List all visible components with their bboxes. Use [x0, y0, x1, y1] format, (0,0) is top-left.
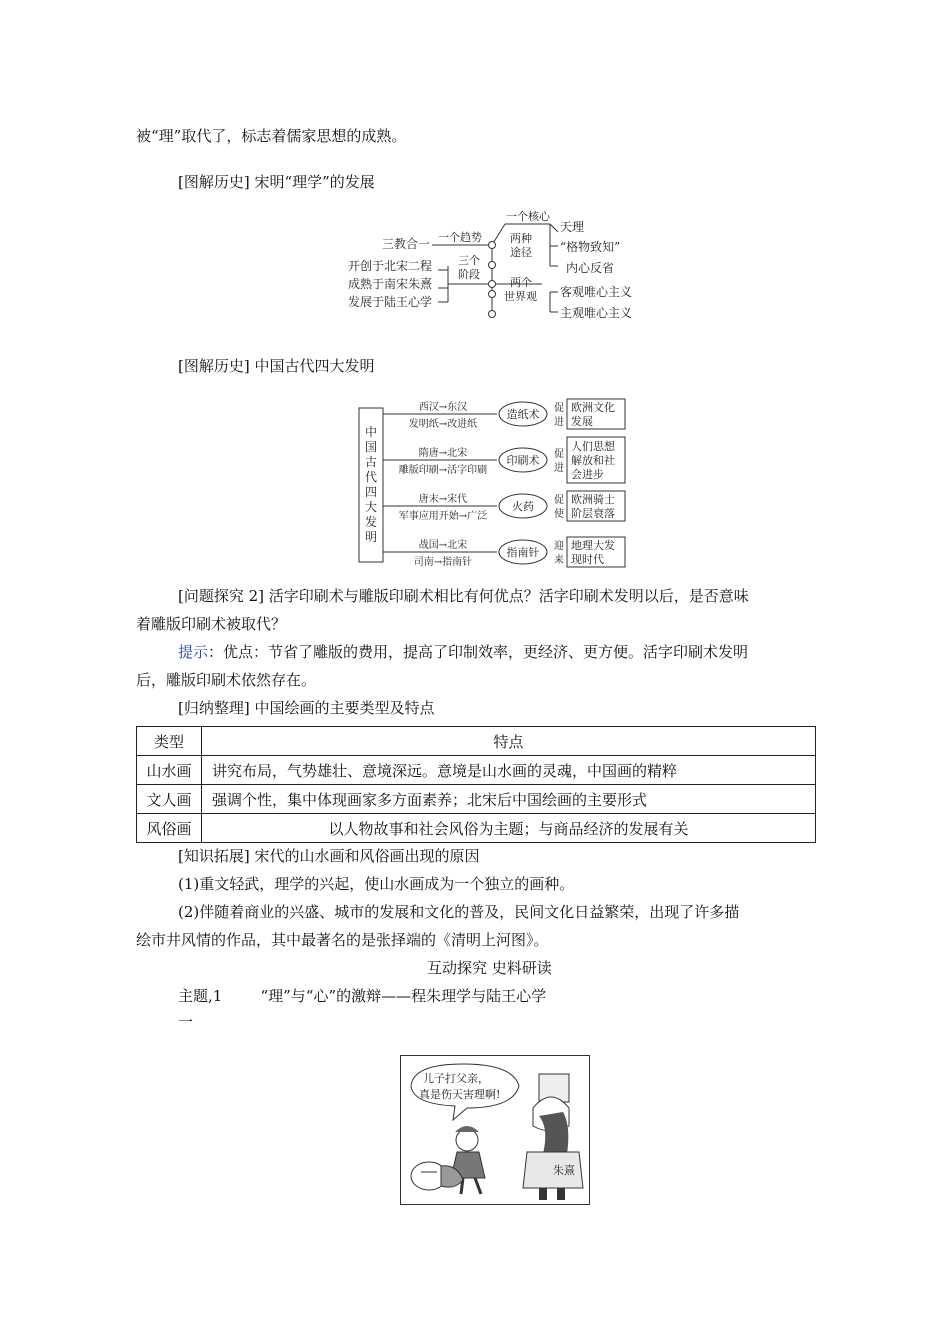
section-heading-inventions: [图解历史] 中国古代四大发明	[178, 357, 375, 375]
speech-line-1: 儿子打父亲，	[423, 1072, 489, 1085]
period-label: 唐末→宋代	[418, 494, 468, 505]
lixue-development-diagram	[340, 206, 660, 324]
development-label: 雕版印刷→活字印刷	[398, 465, 488, 476]
develop-label: 发展于陆王心学	[348, 295, 433, 309]
three-stages-label-1: 三个	[458, 254, 480, 267]
answer-2-text: ：优点：节省了雕版的费用，提高了印制效率，更经济、更方便。活字印刷术发明	[208, 643, 749, 661]
result-text: 阶层衰落	[571, 507, 615, 520]
extension-point-2-line-1: (2)伴随着商业的兴盛、城市的发展和文化的普及，民间文化日益繁荣，出现了许多描	[178, 903, 740, 921]
result-text: 欧洲文化	[571, 401, 615, 414]
table-header-type: 类型	[137, 727, 202, 756]
objective-idealism-label: 客观唯心主义	[560, 285, 633, 299]
section-heading-lixue: [图解历史] 宋明“理学”的发展	[178, 173, 375, 191]
invention-name: 火药	[512, 500, 534, 513]
effect-verb: 促	[554, 403, 564, 414]
intro-line: 被“理”取代了，标志着儒家思想的成熟。	[136, 127, 407, 145]
result-text: 人们思想	[571, 440, 615, 453]
effect-verb: 迎	[554, 541, 564, 552]
effect-verb: 进	[554, 417, 564, 428]
answer-2-line-2: 后，雕版印刷术依然存在。	[136, 671, 317, 689]
table-row	[137, 785, 816, 814]
table-cell-type: 文人画	[137, 785, 202, 814]
table-cell-type: 风俗画	[137, 814, 202, 843]
three-stages-label-2: 阶段	[458, 268, 480, 281]
extension-point-2-line-2: 绘市井风情的作品，其中最著名的是张择端的《清明上河图》。	[136, 931, 549, 949]
zhu-xi-cartoon	[400, 1055, 590, 1205]
table-row	[137, 814, 816, 843]
table-row	[137, 756, 816, 785]
summary-heading: [归纳整理] 中国绘画的主要类型及特点	[178, 699, 435, 717]
origin-label: 开创于北宋二程	[348, 259, 433, 273]
sanjiaohe-label: 三教合一	[382, 237, 431, 251]
effect-verb: 来	[554, 555, 564, 566]
mature-label: 成熟于南宋朱熹	[348, 277, 433, 291]
development-label: 司南→指南针	[413, 557, 473, 568]
cartoon-illustration	[401, 1056, 589, 1204]
table-header-row	[137, 727, 816, 756]
result-text: 发展	[571, 415, 593, 428]
core-label: 一个核心	[506, 210, 550, 223]
development-label: 发明纸→改进纸	[408, 419, 478, 430]
table-header-feature: 特点	[202, 727, 816, 756]
effect-verb: 进	[554, 463, 564, 474]
root-label: 中国古代四大发明	[364, 425, 378, 544]
gewu-label: “格物致知”	[560, 240, 621, 254]
invention-name: 指南针	[506, 546, 540, 559]
table-cell-feature: 以人物故事和社会风俗为主题；与商品经济的发展有关	[202, 814, 816, 843]
period-label: 隋唐→北宋	[418, 448, 468, 459]
table-cell-feature: 讲究布局，气势雄壮、意境深远。意境是山水画的灵魂，中国画的精粹	[202, 756, 816, 785]
two-ways-label-2: 途径	[510, 246, 532, 259]
trend-label: 一个趋势	[438, 231, 482, 244]
zhu-xi-name-tag: 朱熹	[553, 1164, 575, 1177]
two-views-label-2: 世界观	[504, 290, 537, 303]
neixin-label: 内心反省	[566, 261, 615, 275]
result-text: 地理大发	[571, 539, 615, 552]
result-text: 现时代	[571, 553, 604, 566]
table-cell-feature: 强调个性，集中体现画家多方面素养；北宋后中国绘画的主要形式	[202, 785, 816, 814]
table-cell-type: 山水画	[137, 756, 202, 785]
hint-label: 提示	[178, 643, 209, 661]
result-text: 解放和社	[571, 454, 615, 467]
invention-name: 印刷术	[506, 454, 540, 467]
two-views-label-1: 两个	[510, 276, 532, 289]
section-marker: 一	[178, 1013, 194, 1031]
four-inventions-diagram	[355, 394, 635, 574]
question-2-line-1: [问题探究 2] 活字印刷术与雕版印刷术相比有何优点？活字印刷术发明以后，是否意味	[178, 587, 749, 605]
effect-verb: 促	[554, 495, 564, 506]
period-label: 西汉→东汉	[418, 402, 468, 413]
period-label: 战国→北宋	[418, 540, 468, 551]
effect-verb: 使	[554, 509, 564, 520]
invention-name: 造纸术	[506, 408, 540, 421]
painting-types-table	[136, 726, 816, 843]
question-2-line-2: 着雕版印刷术被取代？	[136, 615, 287, 633]
subjective-idealism-label: 主观唯心主义	[560, 306, 633, 320]
tianli-label: 天理	[560, 220, 585, 234]
development-label: 军事应用开始→广泛	[398, 511, 488, 522]
extension-heading: [知识拓展] 宋代的山水画和风俗画出现的原因	[178, 847, 480, 865]
answer-2-line-1	[178, 642, 748, 662]
theme-line: 主题,1 “理”与“心”的激辩——程朱理学与陆王心学	[178, 987, 547, 1005]
two-ways-label-1: 两种	[510, 232, 532, 245]
speech-line-2: 真是伤天害理啊!	[419, 1088, 501, 1101]
result-text: 会进步	[571, 468, 604, 481]
extension-point-1: (1)重文轻武，理学的兴起，使山水画成为一个独立的画种。	[178, 875, 575, 893]
interactive-title: 互动探究 史料研读	[427, 959, 552, 977]
result-text: 欧洲骑士	[571, 493, 615, 506]
effect-verb: 促	[554, 449, 564, 460]
